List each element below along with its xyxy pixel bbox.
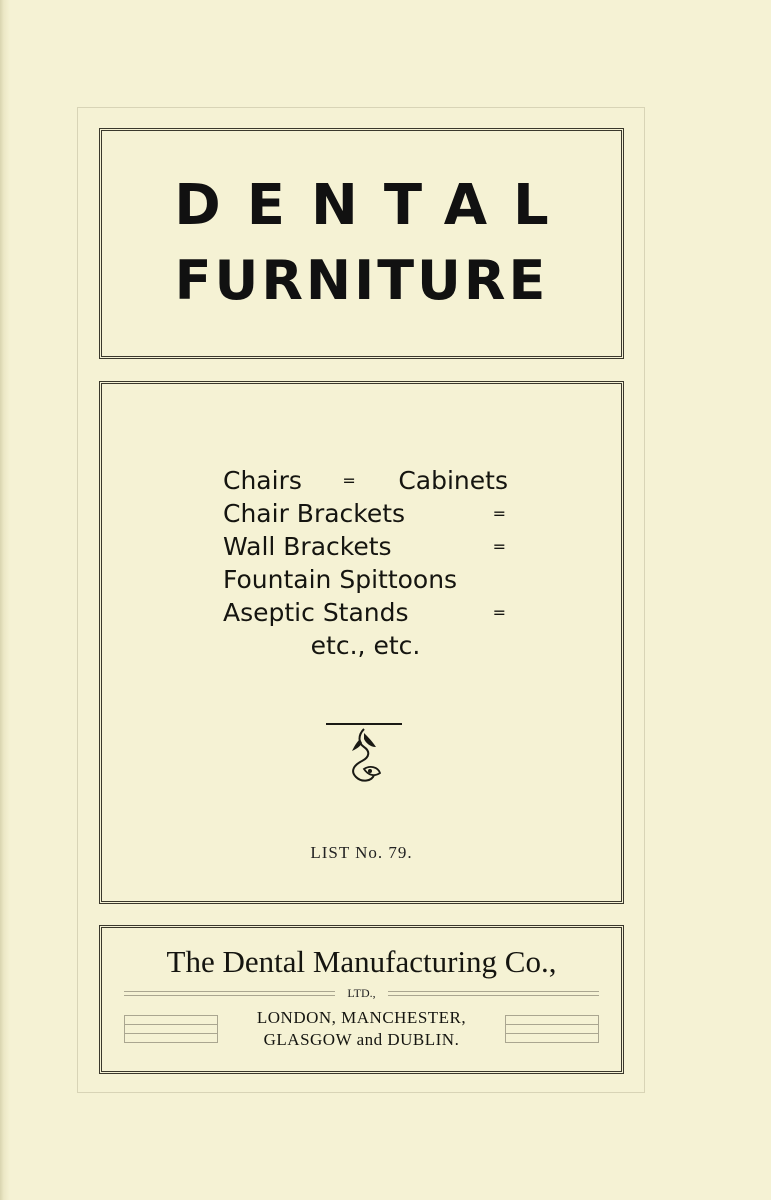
item-label: Aseptic Stands xyxy=(223,598,409,627)
list-item xyxy=(223,464,508,497)
item-label: Wall Brackets xyxy=(223,532,392,561)
decorative-rule-box xyxy=(124,1015,218,1043)
items-panel xyxy=(99,381,624,904)
decorative-rule-box xyxy=(505,1015,599,1043)
floral-ornament-icon xyxy=(324,721,404,791)
page-edge xyxy=(0,0,10,1200)
list-item xyxy=(223,497,508,530)
item-label: Chairs xyxy=(223,466,302,495)
cities-line-2: GLASGOW and DUBLIN. xyxy=(263,1030,460,1049)
title-panel xyxy=(99,128,624,359)
item-label: Cabinets xyxy=(398,466,508,495)
cities-text xyxy=(218,1007,505,1051)
title-dental: DENTAL xyxy=(174,173,575,238)
item-separator: = xyxy=(492,603,506,622)
item-label: Fountain Spittoons xyxy=(223,565,458,594)
list-item xyxy=(223,629,508,662)
cities-block xyxy=(124,1010,599,1048)
title-furniture: FURNITURE xyxy=(174,249,549,312)
item-label: Chair Brackets xyxy=(223,499,406,528)
cities-line-1: LONDON, MANCHESTER, xyxy=(256,1008,467,1027)
product-list xyxy=(223,464,508,662)
list-item xyxy=(223,596,508,629)
item-label: etc., etc. xyxy=(310,631,421,660)
company-name: The Dental Manufacturing Co., xyxy=(166,944,557,979)
list-number: LIST No. 79. xyxy=(310,843,413,862)
decorative-rule xyxy=(388,991,599,996)
footer-panel xyxy=(99,925,624,1074)
list-item xyxy=(223,530,508,563)
ltd-row xyxy=(124,985,599,1001)
item-separator: = xyxy=(492,537,506,556)
decorative-rule xyxy=(124,991,335,996)
list-item xyxy=(223,563,508,596)
item-separator: = xyxy=(342,471,356,490)
ltd-label: LTD., xyxy=(347,985,376,1000)
item-separator: = xyxy=(492,504,506,523)
